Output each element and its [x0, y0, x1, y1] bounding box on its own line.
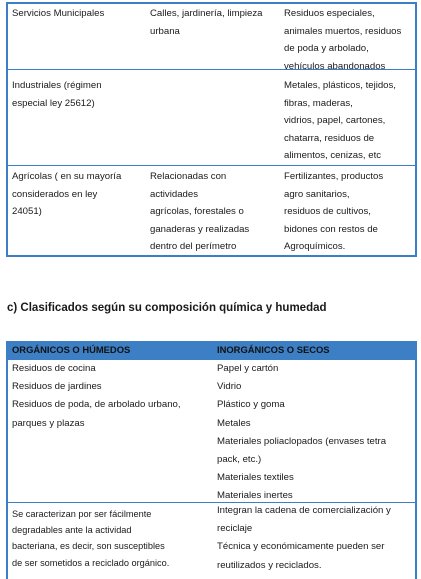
wastes-cell: Fertilizantes, productos agro sanitarios, residuos de cultivos, bidones con restos de Agroquímicos. — [284, 171, 384, 252]
table-row — [8, 4, 415, 70]
inorganic-items: Papel y cartón Vidrio Plástico y goma Metales Materiales poliaclopados (envases tetra pack, etc.) Materiales textiles Materiales inertes — [217, 363, 387, 502]
organic-note: Se caracterizan por ser fácilmente degradables ante la actividad bacteriana, es decir, son susceptibles de ser sometidos a reciclado orgánico. — [12, 509, 170, 568]
sources-table — [6, 2, 417, 257]
activities-cell: Relacionadas con actividades agrícolas, forestales o ganaderas y realizadas dentro del perímetro — [150, 171, 250, 252]
header-organic: ORGÁNICOS O HÚMEDOS — [12, 344, 131, 355]
source-cell: Agrícolas ( en su mayoría considerados en ley 24051) — [12, 171, 122, 217]
composition-table — [6, 341, 417, 579]
section-heading: c) Clasificados según su composición química y humedad — [7, 302, 327, 314]
table-row — [8, 166, 415, 255]
table-header — [8, 343, 415, 360]
activities-cell: Calles, jardinería, limpieza urbana — [150, 8, 263, 37]
wastes-cell: Metales, plásticos, tejidos, fibras, maderas, vidrios, papel, cartones, chatarra, residuos de alimentos, cenizas, etc — [284, 80, 396, 161]
inorganic-note: Integran la cadena de comercialización y reciclaje Técnica y económicamente pueden ser reutilizados y reciclados. — [217, 505, 391, 571]
source-cell: Servicios Municipales — [12, 8, 105, 19]
source-cell: Industriales (régimen especial ley 25612) — [12, 80, 102, 109]
header-inorganic: INORGÁNICOS O SECOS — [217, 344, 330, 355]
table-row — [8, 70, 415, 166]
wastes-cell: Residuos especiales, animales muertos, residuos de poda y arbolado, vehículos abandonados — [284, 8, 402, 72]
organic-items: Residuos de cocina Residuos de jardines Residuos de poda, de arbolado urbano, parques y plazas — [12, 363, 181, 429]
